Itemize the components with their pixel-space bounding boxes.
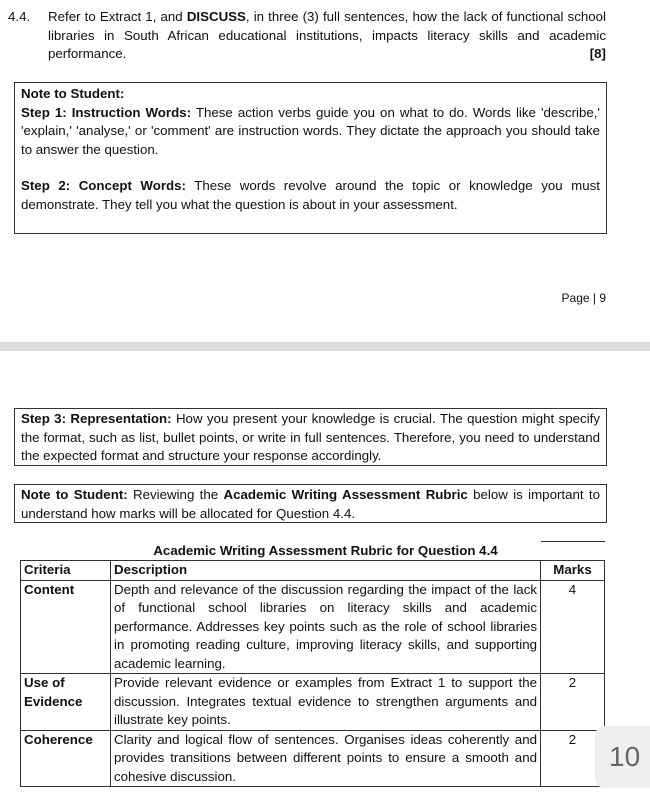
page-footer: Page | 9 — [561, 291, 606, 305]
table-row — [21, 580, 605, 674]
page-number-badge: 10 — [595, 726, 650, 788]
description-cell: Provide relevant evidence or examples from Extract 1 to support the discussion. Integrates textual evidence to strengthen arguments and illustrate key points. — [111, 674, 541, 731]
description-cell: Clarity and logical flow of sentences. Organises ideas coherently and provides transitions between different points to ensure a smooth and cohesive discussion. — [111, 730, 541, 787]
table-row — [21, 674, 605, 731]
step3-box: Step 3: Representation: How you present your knowledge is crucial. The question might specify the format, such as list, bullet points, or write in full sentences. Therefore, you need to understand the expected format and structure your response accordingly. — [14, 408, 607, 466]
header-marks: Marks — [541, 561, 605, 581]
question-text: Refer to Extract 1, and DISCUSS, in three (3) full sentences, how the lack of functional school libraries in South African educational institutions, impacts literacy skills and academic performance. — [48, 9, 606, 61]
step2-paragraph: Step 2: Concept Words: These words revolve around the topic or knowledge you must demonstrate. They tell you what the question is about in your assessment. — [21, 178, 600, 212]
criteria-cell: Coherence — [21, 730, 111, 787]
table-row — [21, 730, 605, 787]
description-cell: Depth and relevance of the discussion regarding the impact of the lack of functional school libraries on literacy skills and academic performance. Addresses key points such as the role of school libraries in promoting reading culture, improving literacy skills, and supporting academic learning. — [111, 580, 541, 674]
marks-cell: 2 — [541, 674, 605, 731]
question-number: 4.4. — [8, 9, 31, 24]
step1-paragraph: Step 1: Instruction Words: These action verbs guide you on what to do. Words like 'describe,' 'explain,' 'analyse,' or 'comment' are instruction words. They dictate the approach you should take to answer the question. — [21, 104, 600, 157]
criteria-cell: Content — [21, 580, 111, 674]
question-block — [0, 8, 606, 64]
marks-cell: 2 — [541, 730, 605, 787]
page-divider — [0, 342, 650, 351]
header-description: Description — [111, 561, 541, 581]
header-criteria: Criteria — [21, 561, 111, 581]
note-to-student-box — [14, 82, 607, 234]
rubric-table — [20, 541, 605, 787]
criteria-cell: Use of Evidence — [21, 674, 111, 731]
rubric-header-row — [21, 561, 605, 581]
note-heading: Note to Student: — [21, 86, 125, 101]
rubric-note-box: Note to Student: Reviewing the Academic Writing Assessment Rubric below is important to understand how marks will be allocated for Question 4.4. — [14, 484, 607, 523]
instruction-word: DISCUSS — [186, 9, 246, 24]
question-marks: [8] — [589, 46, 606, 61]
marks-cell: 4 — [541, 580, 605, 674]
rubric-title: Academic Writing Assessment Rubric for Question 4.4 — [111, 542, 541, 561]
